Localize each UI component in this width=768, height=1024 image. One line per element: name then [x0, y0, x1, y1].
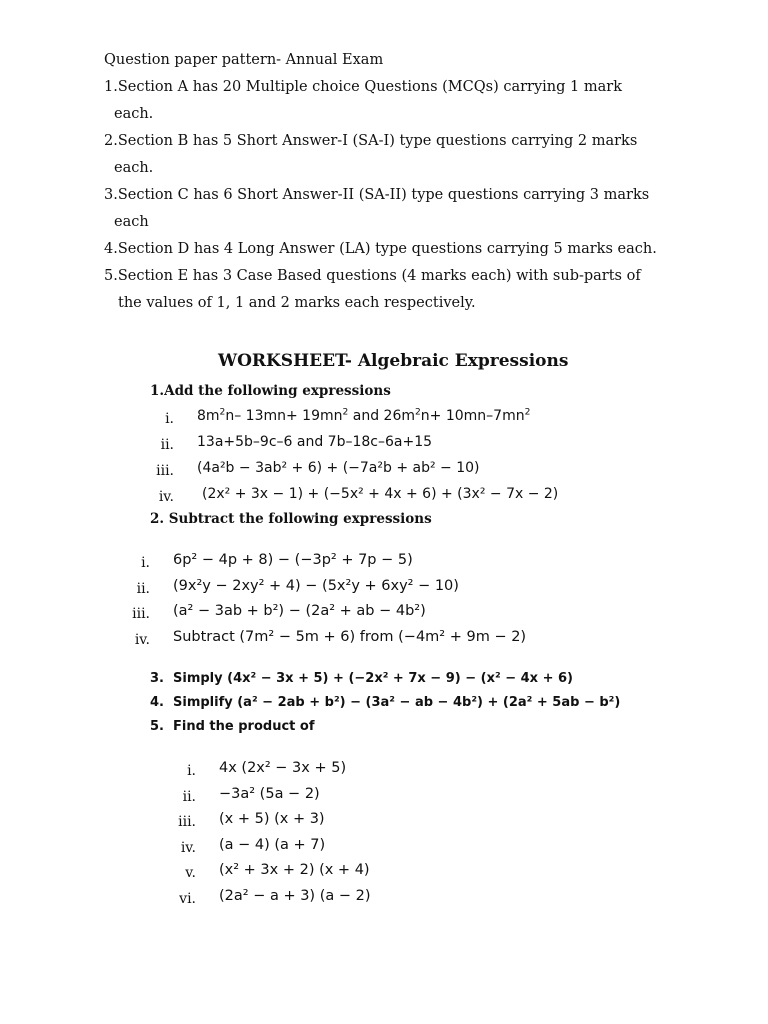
q5-item-4-expression: (a − 4) (a + 7): [219, 837, 326, 853]
pattern-line-5: 5.Section E has 3 Case Based questions (4 marks each) with sub-parts of: [104, 268, 641, 284]
q2-item: [110, 629, 150, 648]
q5-item-2-expression: −3a² (5a − 2): [219, 786, 320, 802]
q5-item-number: iv.: [180, 840, 196, 856]
q5-item-number: v.: [185, 865, 196, 881]
q1-item-number: ii.: [160, 437, 174, 453]
q2-item: [110, 552, 150, 571]
q1-item: [130, 460, 174, 479]
q5-item-number: i.: [187, 763, 196, 779]
q2-item-4-expression: Subtract (7m² − 5m + 6) from (−4m² + 9m − 2): [173, 629, 527, 645]
q5-item-5-expression: (x² + 3x + 2) (x + 4): [219, 862, 370, 878]
q2-item-3-expression: (a² − 3ab + b²) − (2a² + ab − 4b²): [173, 603, 426, 619]
worksheet-title-prefix: WORKSHEET-: [218, 351, 352, 371]
q1-item: [130, 408, 174, 427]
q3-text: Simply (4x² − 3x + 5) + (−2x² + 7x − 9) − (x² − 4x + 6): [173, 671, 573, 686]
q1-item: [130, 434, 174, 453]
worksheet-title-subject: Algebraic Expressions: [351, 351, 569, 371]
q5-number: 5.: [150, 719, 164, 734]
q5-item: [150, 837, 196, 856]
q5-item-1-expression: 4x (2x² − 3x + 5): [219, 760, 347, 776]
q1-item-number: iii.: [156, 463, 174, 479]
pattern-line-2: 2.Section B has 5 Short Answer-I (SA-I) type questions carrying 2 marks: [104, 133, 638, 149]
q2-item-1-expression: 6p² − 4p + 8) − (−3p² + 7p − 5): [173, 552, 413, 568]
q1-item: [130, 486, 174, 505]
worksheet-title: [218, 351, 568, 371]
q1-item-number: i.: [165, 411, 174, 427]
q5-item-6-expression: (2a² − a + 3) (a − 2): [219, 888, 371, 904]
q5-item-number: vi.: [179, 891, 196, 907]
q1-item-4-expression: (2x² + 3x − 1) + (−5x² + 4x + 6) + (3x² − 7x − 2): [202, 486, 559, 502]
pattern-line-2-cont: each.: [114, 160, 154, 176]
q1-item-3-expression: (4a²b − 3ab² + 6) + (−7a²b + ab² − 10): [197, 460, 480, 476]
q1-item-2-expression: 13a+5b–9c–6 and 7b–18c–6a+15: [197, 434, 433, 450]
q5-item: [150, 786, 196, 805]
q2-item-2-expression: (9x²y − 2xy² + 4) − (5x²y + 6xy² − 10): [173, 578, 459, 594]
q5-item: [150, 862, 196, 881]
q2-item-number: ii.: [136, 581, 150, 597]
q5-item-number: iii.: [178, 814, 196, 830]
pattern-heading: Question paper pattern- Annual Exam: [104, 52, 384, 68]
q5-item: [150, 888, 196, 907]
pattern-line-3: 3.Section C has 6 Short Answer-II (SA-II) type questions carrying 3 marks: [104, 187, 650, 203]
q2-heading: 2. Subtract the following expressions: [150, 511, 432, 527]
q4-number: 4.: [150, 695, 164, 710]
q1-item-1-expression: $8m^2n-$ $13mn+ 19mn^2$ and $26m^2n+ 10mn-7mn^2$: [197, 407, 531, 424]
q4-text: Simplify (a² − 2ab + b²) − (3a² − ab − 4b²) + (2a² + 5ab − b²): [173, 695, 621, 710]
q5-item: [150, 811, 196, 830]
q2-item-number: iv.: [134, 632, 150, 648]
q2-item: [110, 603, 150, 622]
q2-item: [110, 578, 150, 597]
q3-number: 3.: [150, 671, 164, 686]
q5-item: [150, 760, 196, 779]
q1-heading: 1.Add the following expressions: [150, 383, 391, 399]
pattern-line-1: 1.Section A has 20 Multiple choice Questions (MCQs) carrying 1 mark: [104, 79, 622, 95]
pattern-line-4: 4.Section D has 4 Long Answer (LA) type questions carrying 5 marks each.: [104, 241, 657, 257]
pattern-line-1-cont: each.: [114, 106, 154, 122]
q5-item-number: ii.: [182, 789, 196, 805]
q2-item-number: i.: [141, 555, 150, 571]
pattern-line-5-cont: the values of 1, 1 and 2 marks each respectively.: [118, 295, 476, 311]
pattern-line-3-cont: each: [114, 214, 149, 230]
q5-text: Find the product of: [173, 719, 315, 734]
q1-item-number: iv.: [158, 489, 174, 505]
q2-item-number: iii.: [132, 606, 150, 622]
q5-item-3-expression: (x + 5) (x + 3): [219, 811, 325, 827]
